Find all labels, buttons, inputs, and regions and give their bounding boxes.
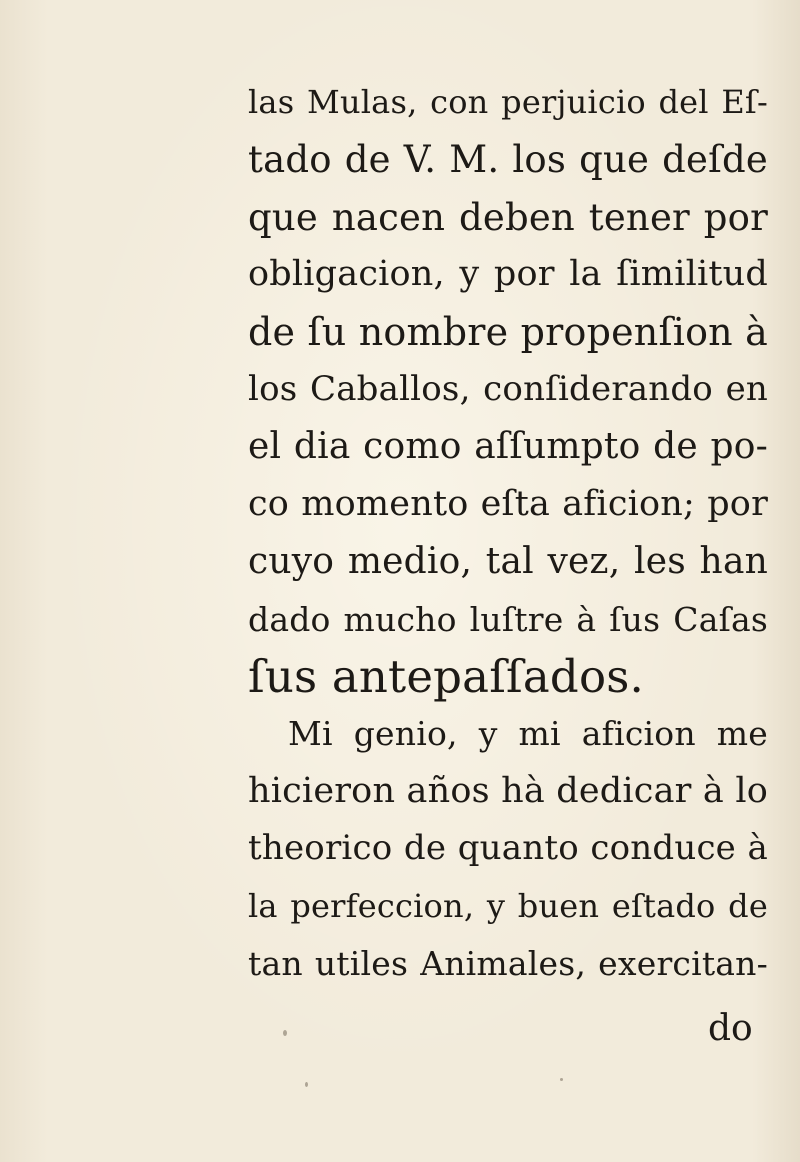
page-text-block — [248, 74, 768, 993]
text-line: el dia como aſſumpto de po- — [248, 426, 768, 468]
paper-speck — [305, 1082, 308, 1087]
paper-speck — [283, 1030, 287, 1036]
text-line: cuyo medio, tal vez, les han — [248, 541, 768, 583]
text-line: que nacen deben tener por — [248, 195, 768, 239]
text-line: tado de V. M. los que deſde — [248, 138, 768, 182]
text-line: de ſu nombre propenſion à — [248, 309, 768, 354]
paper-speck — [560, 1078, 563, 1081]
text-line: la perfeccion, y buen eſtado de — [248, 886, 768, 925]
text-line: los Caballos, conſiderando en — [248, 369, 768, 410]
text-line: tan utiles Animales, exercitan- — [248, 944, 768, 984]
paragraph-end-line: ſus antepaſſados. — [248, 650, 645, 704]
catchword: do — [708, 1008, 753, 1049]
paragraph-start-line: Mi genio, y mi aficion me — [288, 714, 768, 754]
text-line: las Mulas, con perjuicio del Eſ- — [248, 83, 768, 121]
text-line: dado mucho luſtre à ſus Caſas — [248, 599, 768, 639]
text-line: obligacion, y por la ſimilitud — [248, 254, 768, 295]
text-line: co momento eſta aficion; por — [248, 483, 768, 524]
text-line: hicieron años hà dedicar à lo — [248, 770, 768, 811]
text-line: theorico de quanto conduce à — [248, 828, 768, 869]
